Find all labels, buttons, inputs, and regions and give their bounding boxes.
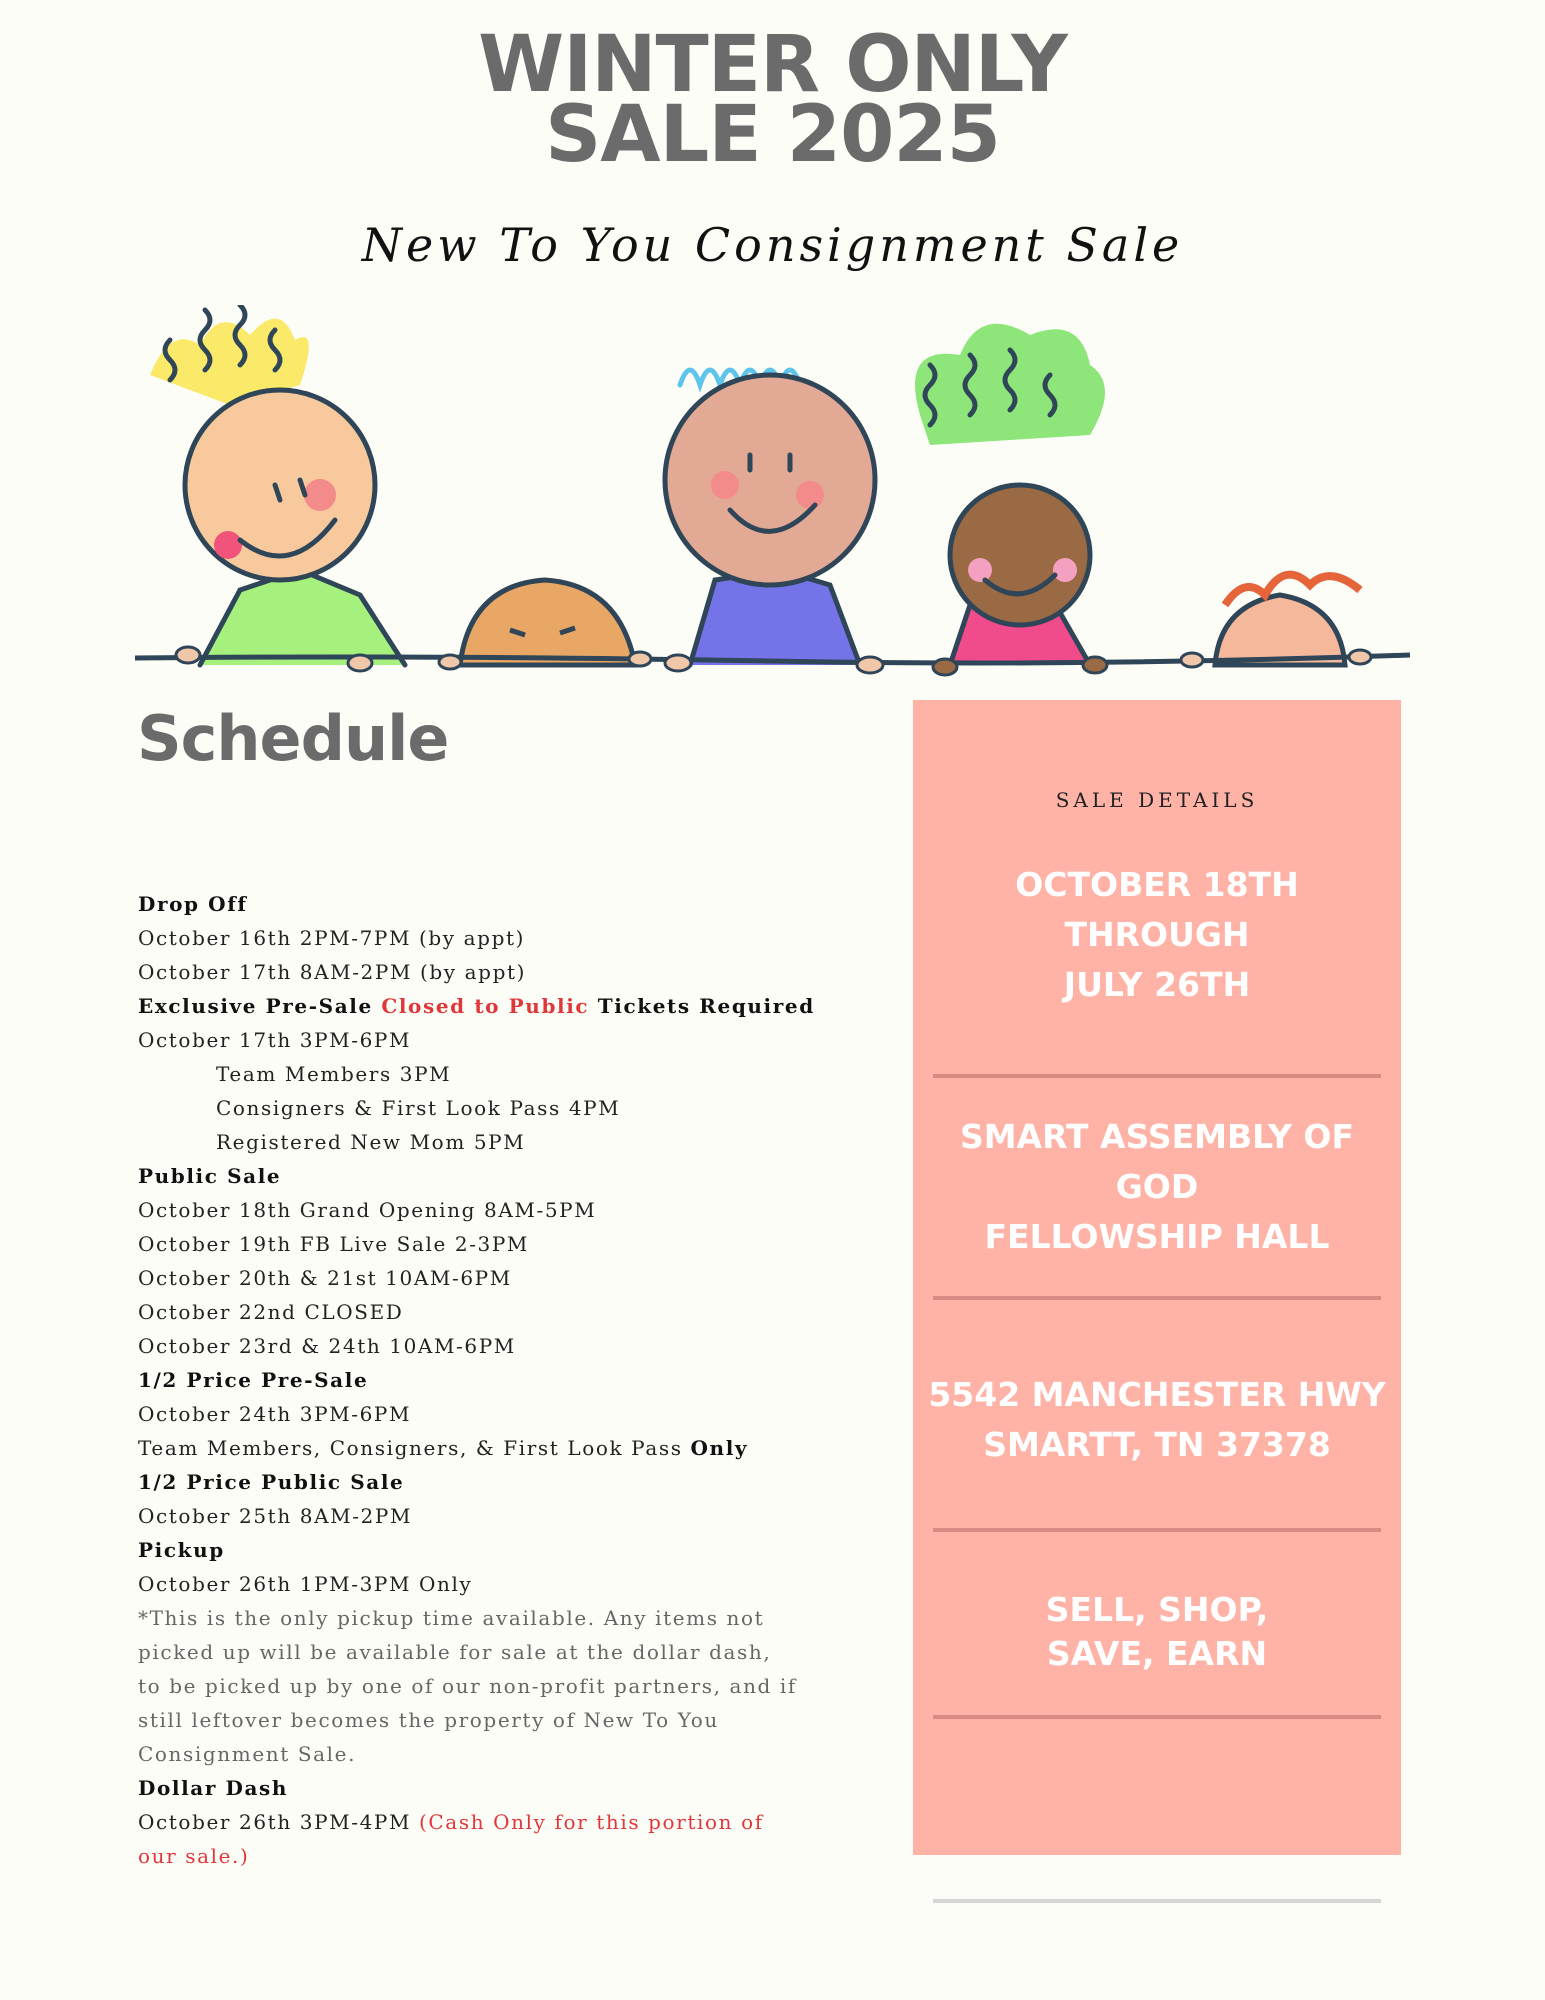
half-public-heading: 1/2 Price Public Sale <box>138 1470 405 1494</box>
public-sale-heading: Public Sale <box>138 1164 282 1188</box>
tagline <box>913 1588 1401 1676</box>
half-presale-only: Only <box>690 1436 749 1460</box>
drop-off-date-1: October 16th 2PM-7PM (by appt) <box>138 926 526 950</box>
tagline-line-1: SELL, SHOP, <box>1045 1590 1269 1629</box>
panel-divider-3 <box>933 1528 1381 1532</box>
dollar-dash-date <box>138 1805 798 1873</box>
venue-line-3: FELLOWSHIP HALL <box>984 1217 1330 1256</box>
drop-off-heading: Drop Off <box>138 892 248 916</box>
subtitle: New To You Consignment Sale <box>361 218 1184 272</box>
children-illustration <box>130 305 1415 690</box>
venue-line-2: GOD <box>1115 1167 1199 1206</box>
kid-yellow-hair <box>150 305 405 665</box>
half-presale-heading: 1/2 Price Pre-Sale <box>138 1368 369 1392</box>
kid-peeking-baby <box>460 580 635 665</box>
sale-dates-line-1: OCTOBER 18TH <box>1015 865 1299 904</box>
venue-line-1: SMART ASSEMBLY OF <box>959 1117 1355 1156</box>
schedule-list <box>138 887 815 1873</box>
page-title <box>0 20 1545 180</box>
half-presale-who <box>138 1431 798 1465</box>
panel-divider-4 <box>933 1715 1381 1719</box>
pickup-note: *This is the only pickup time available. Any items not picked up will be available for sale at the dollar dash, to be picked up by one of our non-profit partners, and if still leftover becomes the property of New To You Consignment Sale. <box>138 1606 797 1766</box>
sale-dates-line-2: THROUGH <box>1064 915 1250 954</box>
tagline-line-2: SAVE, EARN <box>1046 1634 1268 1673</box>
sale-dates <box>913 860 1401 1010</box>
panel-divider-1 <box>933 1074 1381 1078</box>
address-line-2: SMARTT, TN 37378 <box>983 1425 1331 1464</box>
address-line-1: 5542 MANCHESTER HWY <box>928 1375 1386 1414</box>
presale-heading <box>138 989 815 1023</box>
title-line-1: WINTER ONLY <box>478 20 1067 110</box>
presale-heading-c: Tickets Required <box>589 994 815 1018</box>
pickup-date: October 26th 1PM-3PM Only <box>138 1572 473 1596</box>
kid-blue-hair <box>665 370 875 665</box>
drop-off-date-2: October 17th 8AM-2PM (by appt) <box>138 960 527 984</box>
public-sale-date-4: October 22nd CLOSED <box>138 1300 404 1324</box>
sale-dates-line-3: JULY 26TH <box>1063 965 1251 1004</box>
presale-consigners: Consigners & First Look Pass 4PM <box>216 1096 621 1120</box>
half-presale-date: October 24th 3PM-6PM <box>138 1402 412 1426</box>
public-sale-date-2: October 19th FB Live Sale 2-3PM <box>138 1232 530 1256</box>
presale-date: October 17th 3PM-6PM <box>138 1028 412 1052</box>
public-sale-date-1: October 18th Grand Opening 8AM-5PM <box>138 1198 597 1222</box>
dollar-dash-date-text: October 26th 3PM-4PM <box>138 1810 419 1834</box>
dollar-dash-heading: Dollar Dash <box>138 1776 289 1800</box>
sale-details-label: SALE DETAILS <box>1055 788 1259 812</box>
address <box>913 1370 1401 1470</box>
presale-new-mom: Registered New Mom 5PM <box>216 1130 526 1154</box>
public-sale-date-3: October 20th & 21st 10AM-6PM <box>138 1266 512 1290</box>
kid-green-hair <box>915 324 1105 665</box>
public-sale-date-5: October 23rd & 24th 10AM-6PM <box>138 1334 516 1358</box>
kid-red-hair <box>1215 575 1360 665</box>
sale-details-panel <box>913 700 1401 1855</box>
presale-heading-a: Exclusive Pre-Sale <box>138 994 382 1018</box>
presale-team: Team Members 3PM <box>216 1062 452 1086</box>
dollar-dash-cash-note: (Cash Only for this portion of our sale.) <box>138 1810 764 1868</box>
title-line-2: SALE 2025 <box>545 90 1000 180</box>
half-presale-who-text: Team Members, Consigners, & First Look Pass <box>138 1436 691 1460</box>
pickup-heading: Pickup <box>138 1538 225 1562</box>
venue <box>913 1112 1401 1262</box>
panel-divider-2 <box>933 1296 1381 1300</box>
presale-closed-to-public: Closed to Public <box>381 994 590 1018</box>
half-public-date: October 25th 8AM-2PM <box>138 1504 413 1528</box>
schedule-heading: Schedule <box>137 702 449 775</box>
bottom-divider <box>933 1899 1381 1903</box>
